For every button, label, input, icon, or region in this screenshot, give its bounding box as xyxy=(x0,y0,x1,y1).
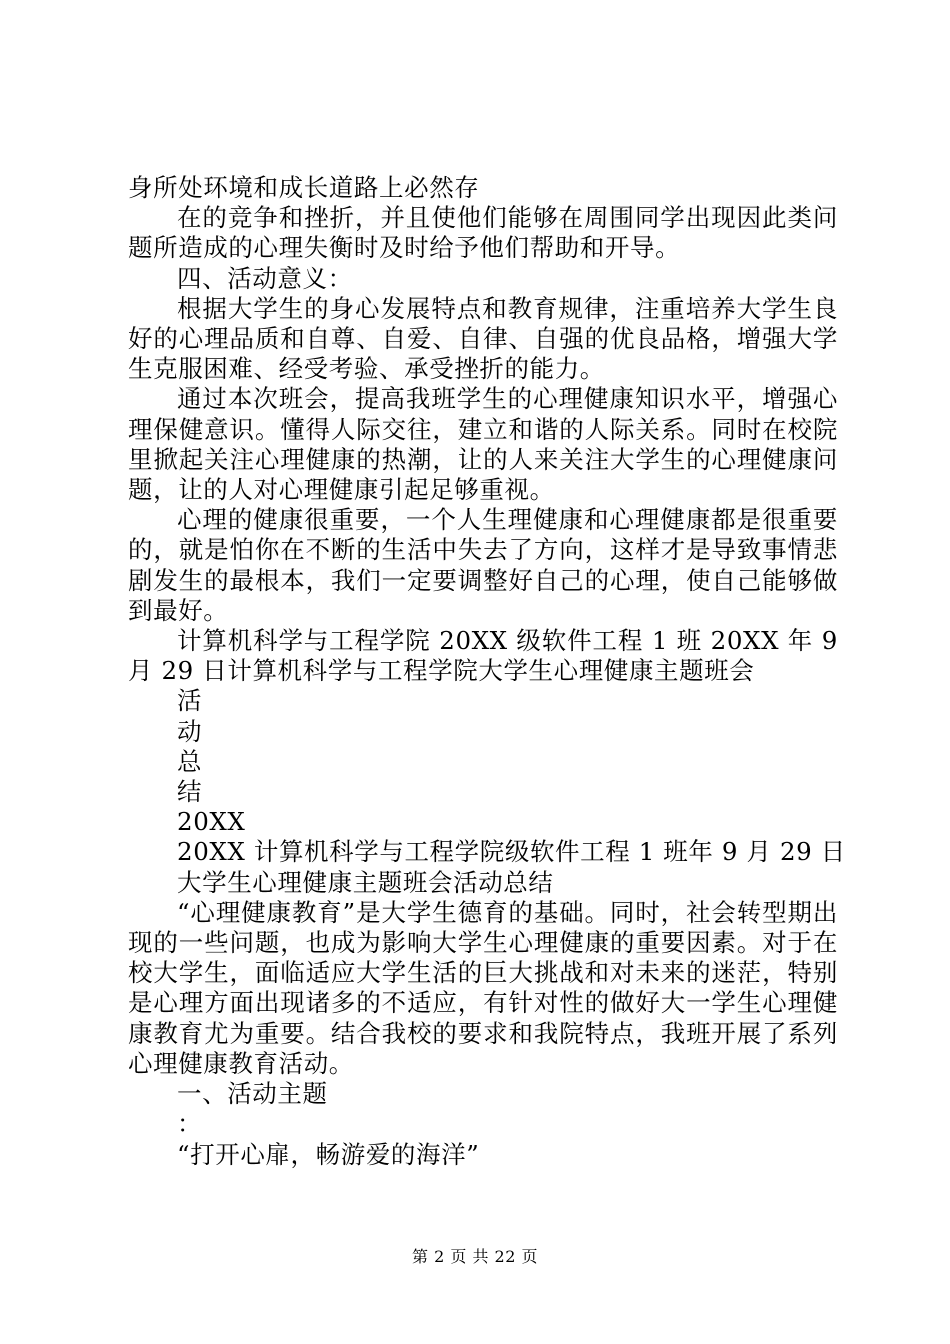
paragraph: “心理健康教育”是大学生德育的基础。同时，社会转型期出现的一些问题，也成为影响大学生心理健康的重要因素。对于在校大学生，面临适应大学生活的巨大挑战和对未来的迷茫，特别是心理方面出现诸多的不适应，有针对性的做好大一学生心理健康教育尤为重要。结合我校的要求和我院特点，我班开展了系列心理健康教育活动。 xyxy=(128,897,838,1078)
colon-line: ： xyxy=(177,1109,203,1139)
vertical-title-char: 活 xyxy=(177,686,203,716)
page-number-footer: 第 2 页 共 22 页 xyxy=(412,1247,538,1266)
document-title: 大学生心理健康主题班会活动总结 xyxy=(177,867,554,897)
vertical-title-char: 动 xyxy=(177,716,203,746)
vertical-title-char: 总 xyxy=(177,746,203,776)
section-heading-theme: 一、活动主题 xyxy=(177,1079,328,1109)
paragraph: 根据大学生的身心发展特点和教育规律，注重培养大学生良好的心理品质和自尊、自爱、自律、自强的优良品格，增强大学生克服困难、经受考验、承受挫折的能力。 xyxy=(128,293,838,384)
paragraph: 在的竞争和挫折，并且使他们能够在周围同学出现因此类问题所造成的心理失衡时及时给予他们帮助和开导。 xyxy=(128,203,838,263)
vertical-title-year: 20XX xyxy=(177,807,246,837)
document-body xyxy=(128,173,846,1170)
paragraph: 心理的健康很重要，一个人生理健康和心理健康都是很重要的，就是怕你在不断的生活中失去了方向，这样才是导致事情悲剧发生的最根本，我们一定要调整好自己的心理，使自己能够做到最好。 xyxy=(128,505,838,625)
vertical-title-char: 结 xyxy=(177,777,203,807)
paragraph-continuation: 身所处环境和成长道路上必然存 xyxy=(128,173,480,202)
theme-quote: “打开心扉，畅游爱的海洋” xyxy=(177,1139,480,1169)
paragraph-signature: 计算机科学与工程学院 20XX 级软件工程 1 班 20XX 年 9 月 29 日计算机科学与工程学院大学生心理健康主题班会 xyxy=(128,626,838,686)
paragraph: 通过本次班会，提高我班学生的心理健康知识水平，增强心理保健意识。懂得人际交往，建立和谐的人际关系。同时在校院里掀起关注心理健康的热潮，让的人来关注大学生的心理健康问题，让的人对心理健康引起足够重视。 xyxy=(128,384,838,505)
section-heading-significance: 四、活动意义： xyxy=(177,263,353,293)
paragraph-class-date: 20XX 计算机科学与工程学院级软件工程 1 班年 9 月 29 日 xyxy=(177,837,846,867)
